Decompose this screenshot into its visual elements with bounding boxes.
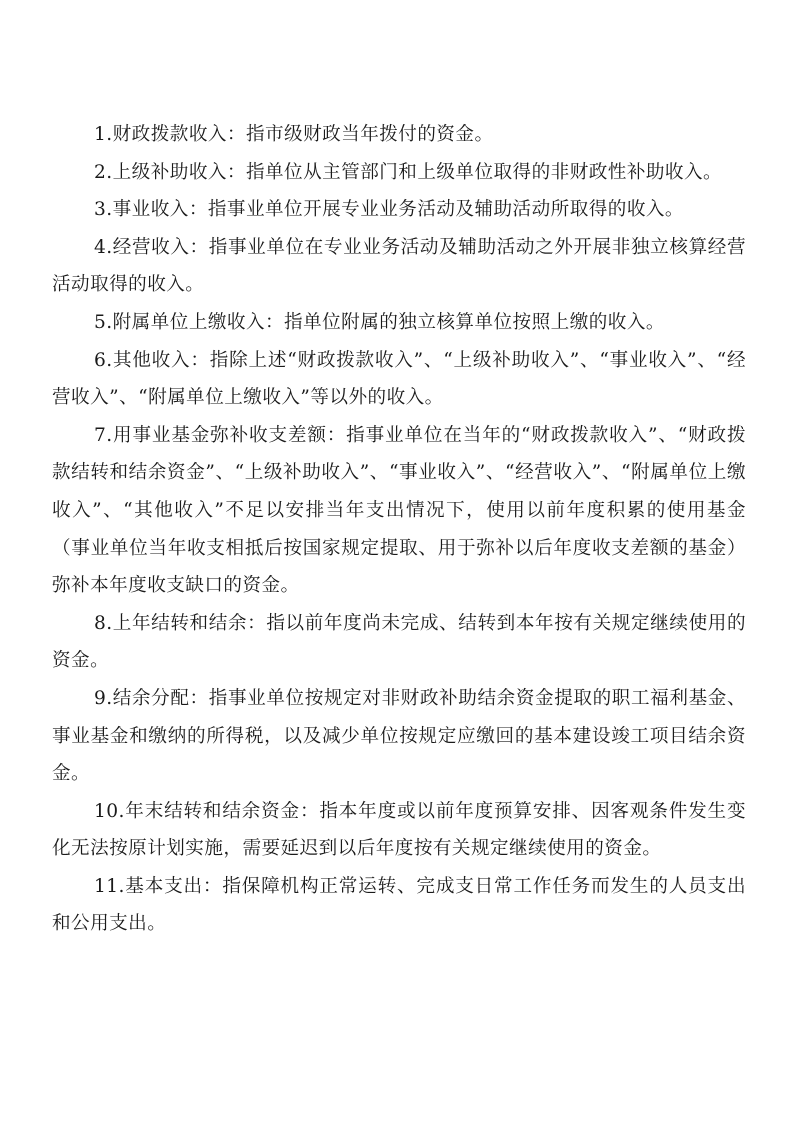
- definition-item-1: 1.财政拨款收入：指市级财政当年拨付的资金。: [94, 124, 494, 145]
- definition-item-3: 3.事业收入：指事业单位开展专业业务活动及辅助活动所取得的收入。: [94, 199, 684, 221]
- definition-item-11: 11.基本支出：指保障机构正常运转、完成支日常工作任务而发生的人员支出和公用支出。: [52, 875, 746, 935]
- definition-item-9: 9.结余分配：指事业单位按规定对非财政补助结余资金提取的职工福利基金、事业基金和缴纳的所得税，以及减少单位按规定应缴回的基本建设竣工项目结余资金。: [52, 687, 746, 785]
- definition-item-8: 8.上年结转和结余：指以前年度尚未完成、结转到本年按有关规定继续使用的资金。: [52, 612, 746, 672]
- definition-item-7: 7.用事业基金弥补收支差额：指事业单位在当年的“财政拨款收入”、“财政拨款结转和结余资金”、“上级补助收入”、“事业收入”、“经营收入”、“附属单位上缴收入”、“其他收入”不足以安排当年支出情况下，使用以前年度积累的使用基金（事业单位当年收支相抵后按国家规定提取、用于弥补以后年度收支差额的基金）弥补本年度收支缺口的资金。: [52, 424, 746, 597]
- definition-item-4: 4.经营收入：指事业单位在专业业务活动及辅助活动之外开展非独立核算经营活动取得的收入。: [52, 236, 746, 296]
- definition-list: [52, 116, 746, 943]
- definition-item-2: 2.上级补助收入：指单位从主管部门和上级单位取得的非财政性补助收入。: [94, 161, 723, 183]
- definition-item-6: 6.其他收入：指除上述“财政拨款收入”、“上级补助收入”、“事业收入”、“经营收入”、“附属单位上缴收入”等以外的收入。: [52, 349, 746, 409]
- definition-item-10: 10.年末结转和结余资金：指本年度或以前年度预算安排、因客观条件发生变化无法按原计划实施，需要延迟到以后年度按有关规定继续使用的资金。: [52, 800, 746, 860]
- definition-item-5: 5.附属单位上缴收入：指单位附属的独立核算单位按照上缴的收入。: [94, 311, 665, 333]
